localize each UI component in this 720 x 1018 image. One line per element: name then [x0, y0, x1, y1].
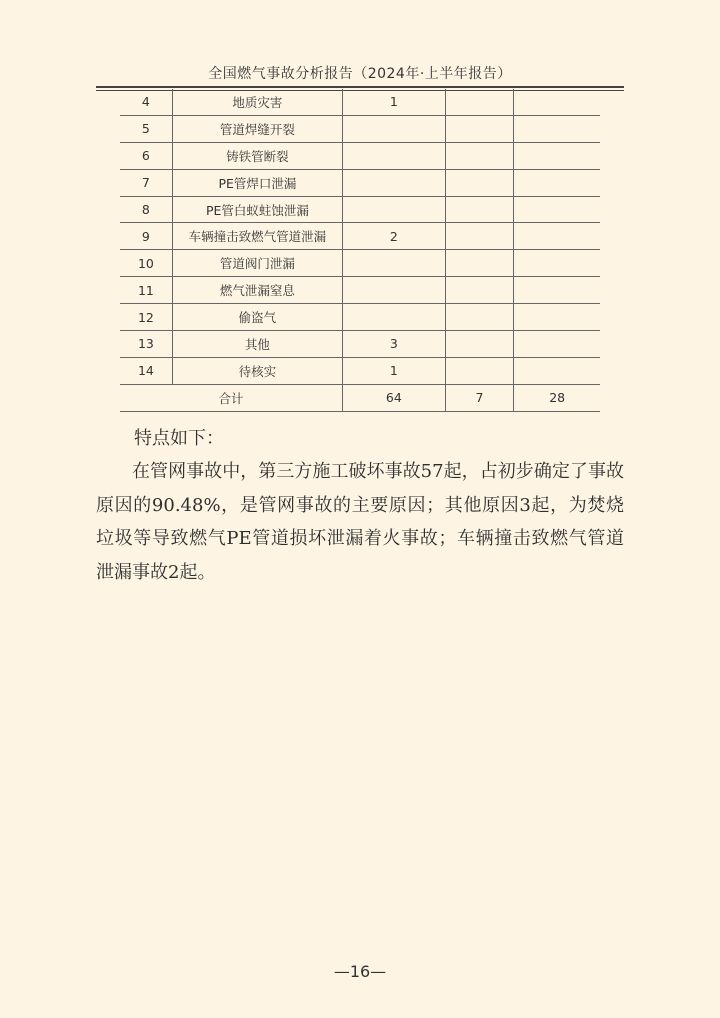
count-cell-3 [514, 115, 600, 142]
count-cell-2 [445, 142, 514, 169]
table-row [120, 142, 600, 169]
table-total-row [120, 384, 600, 411]
total-count-3: 28 [514, 384, 600, 411]
count-cell-3 [514, 89, 600, 115]
accident-type: 车辆撞击致燃气管道泄漏 [172, 223, 342, 250]
count-cell-1 [343, 304, 446, 331]
count-cell-3 [514, 304, 600, 331]
count-cell-1 [343, 115, 446, 142]
count-cell-3 [514, 357, 600, 384]
total-count-2: 7 [445, 384, 514, 411]
accident-type: 铸铁管断裂 [172, 142, 342, 169]
table-row [120, 331, 600, 358]
row-number: 7 [120, 169, 172, 196]
row-number: 10 [120, 250, 172, 277]
count-cell-1: 1 [343, 357, 446, 384]
table-row [120, 304, 600, 331]
count-cell-1 [343, 277, 446, 304]
count-cell-2 [445, 89, 514, 115]
total-count-1: 64 [343, 384, 446, 411]
table-row [120, 357, 600, 384]
count-cell-3 [514, 196, 600, 223]
count-cell-1: 2 [343, 223, 446, 250]
count-cell-2 [445, 250, 514, 277]
table-row [120, 89, 600, 115]
running-header: 全国燃气事故分析报告（2024年·上半年报告） [208, 66, 512, 82]
table-row [120, 277, 600, 304]
count-cell-3 [514, 142, 600, 169]
row-number: 9 [120, 223, 172, 250]
count-cell-2 [445, 304, 514, 331]
accident-type: 偷盗气 [172, 304, 342, 331]
table-row [120, 115, 600, 142]
count-cell-1: 3 [343, 331, 446, 358]
count-cell-3 [514, 223, 600, 250]
header-rule [96, 86, 624, 88]
accident-type: 其他 [172, 331, 342, 358]
accident-type: 待核实 [172, 357, 342, 384]
section-heading: 特点如下： [134, 428, 224, 449]
accident-type: 管道阀门泄漏 [172, 250, 342, 277]
accident-table [120, 89, 600, 412]
count-cell-3 [514, 250, 600, 277]
count-cell-2 [445, 277, 514, 304]
row-number: 11 [120, 277, 172, 304]
accident-type: 燃气泄漏窒息 [172, 277, 342, 304]
page-number: —16— [333, 962, 387, 981]
row-number: 8 [120, 196, 172, 223]
count-cell-1 [343, 169, 446, 196]
accident-type: 管道焊缝开裂 [172, 115, 342, 142]
count-cell-2 [445, 357, 514, 384]
count-cell-2 [445, 169, 514, 196]
table-row [120, 250, 600, 277]
count-cell-3 [514, 169, 600, 196]
count-cell-3 [514, 331, 600, 358]
accident-type: PE管白蚁蛀蚀泄漏 [172, 196, 342, 223]
count-cell-1: 1 [343, 89, 446, 115]
row-number: 13 [120, 331, 172, 358]
table-row [120, 196, 600, 223]
count-cell-2 [445, 331, 514, 358]
row-number: 5 [120, 115, 172, 142]
count-cell-1 [343, 250, 446, 277]
count-cell-2 [445, 223, 514, 250]
row-number: 14 [120, 357, 172, 384]
count-cell-1 [343, 196, 446, 223]
accident-type: 地质灾害 [172, 89, 342, 115]
count-cell-3 [514, 277, 600, 304]
row-number: 4 [120, 89, 172, 115]
table-row [120, 169, 600, 196]
accident-type: PE管焊口泄漏 [172, 169, 342, 196]
count-cell-1 [343, 142, 446, 169]
count-cell-2 [445, 115, 514, 142]
row-number: 12 [120, 304, 172, 331]
table-row [120, 223, 600, 250]
body-paragraph: 在管网事故中，第三方施工破坏事故57起，占初步确定了事故原因的90.48%，是管网事故的主要原因；其他原因3起，为焚烧垃圾等导致燃气PE管道损坏泄漏着火事故；车辆撞击致燃气管道泄漏事故2起。 [96, 461, 624, 583]
total-label: 合计 [120, 384, 343, 411]
row-number: 6 [120, 142, 172, 169]
count-cell-2 [445, 196, 514, 223]
